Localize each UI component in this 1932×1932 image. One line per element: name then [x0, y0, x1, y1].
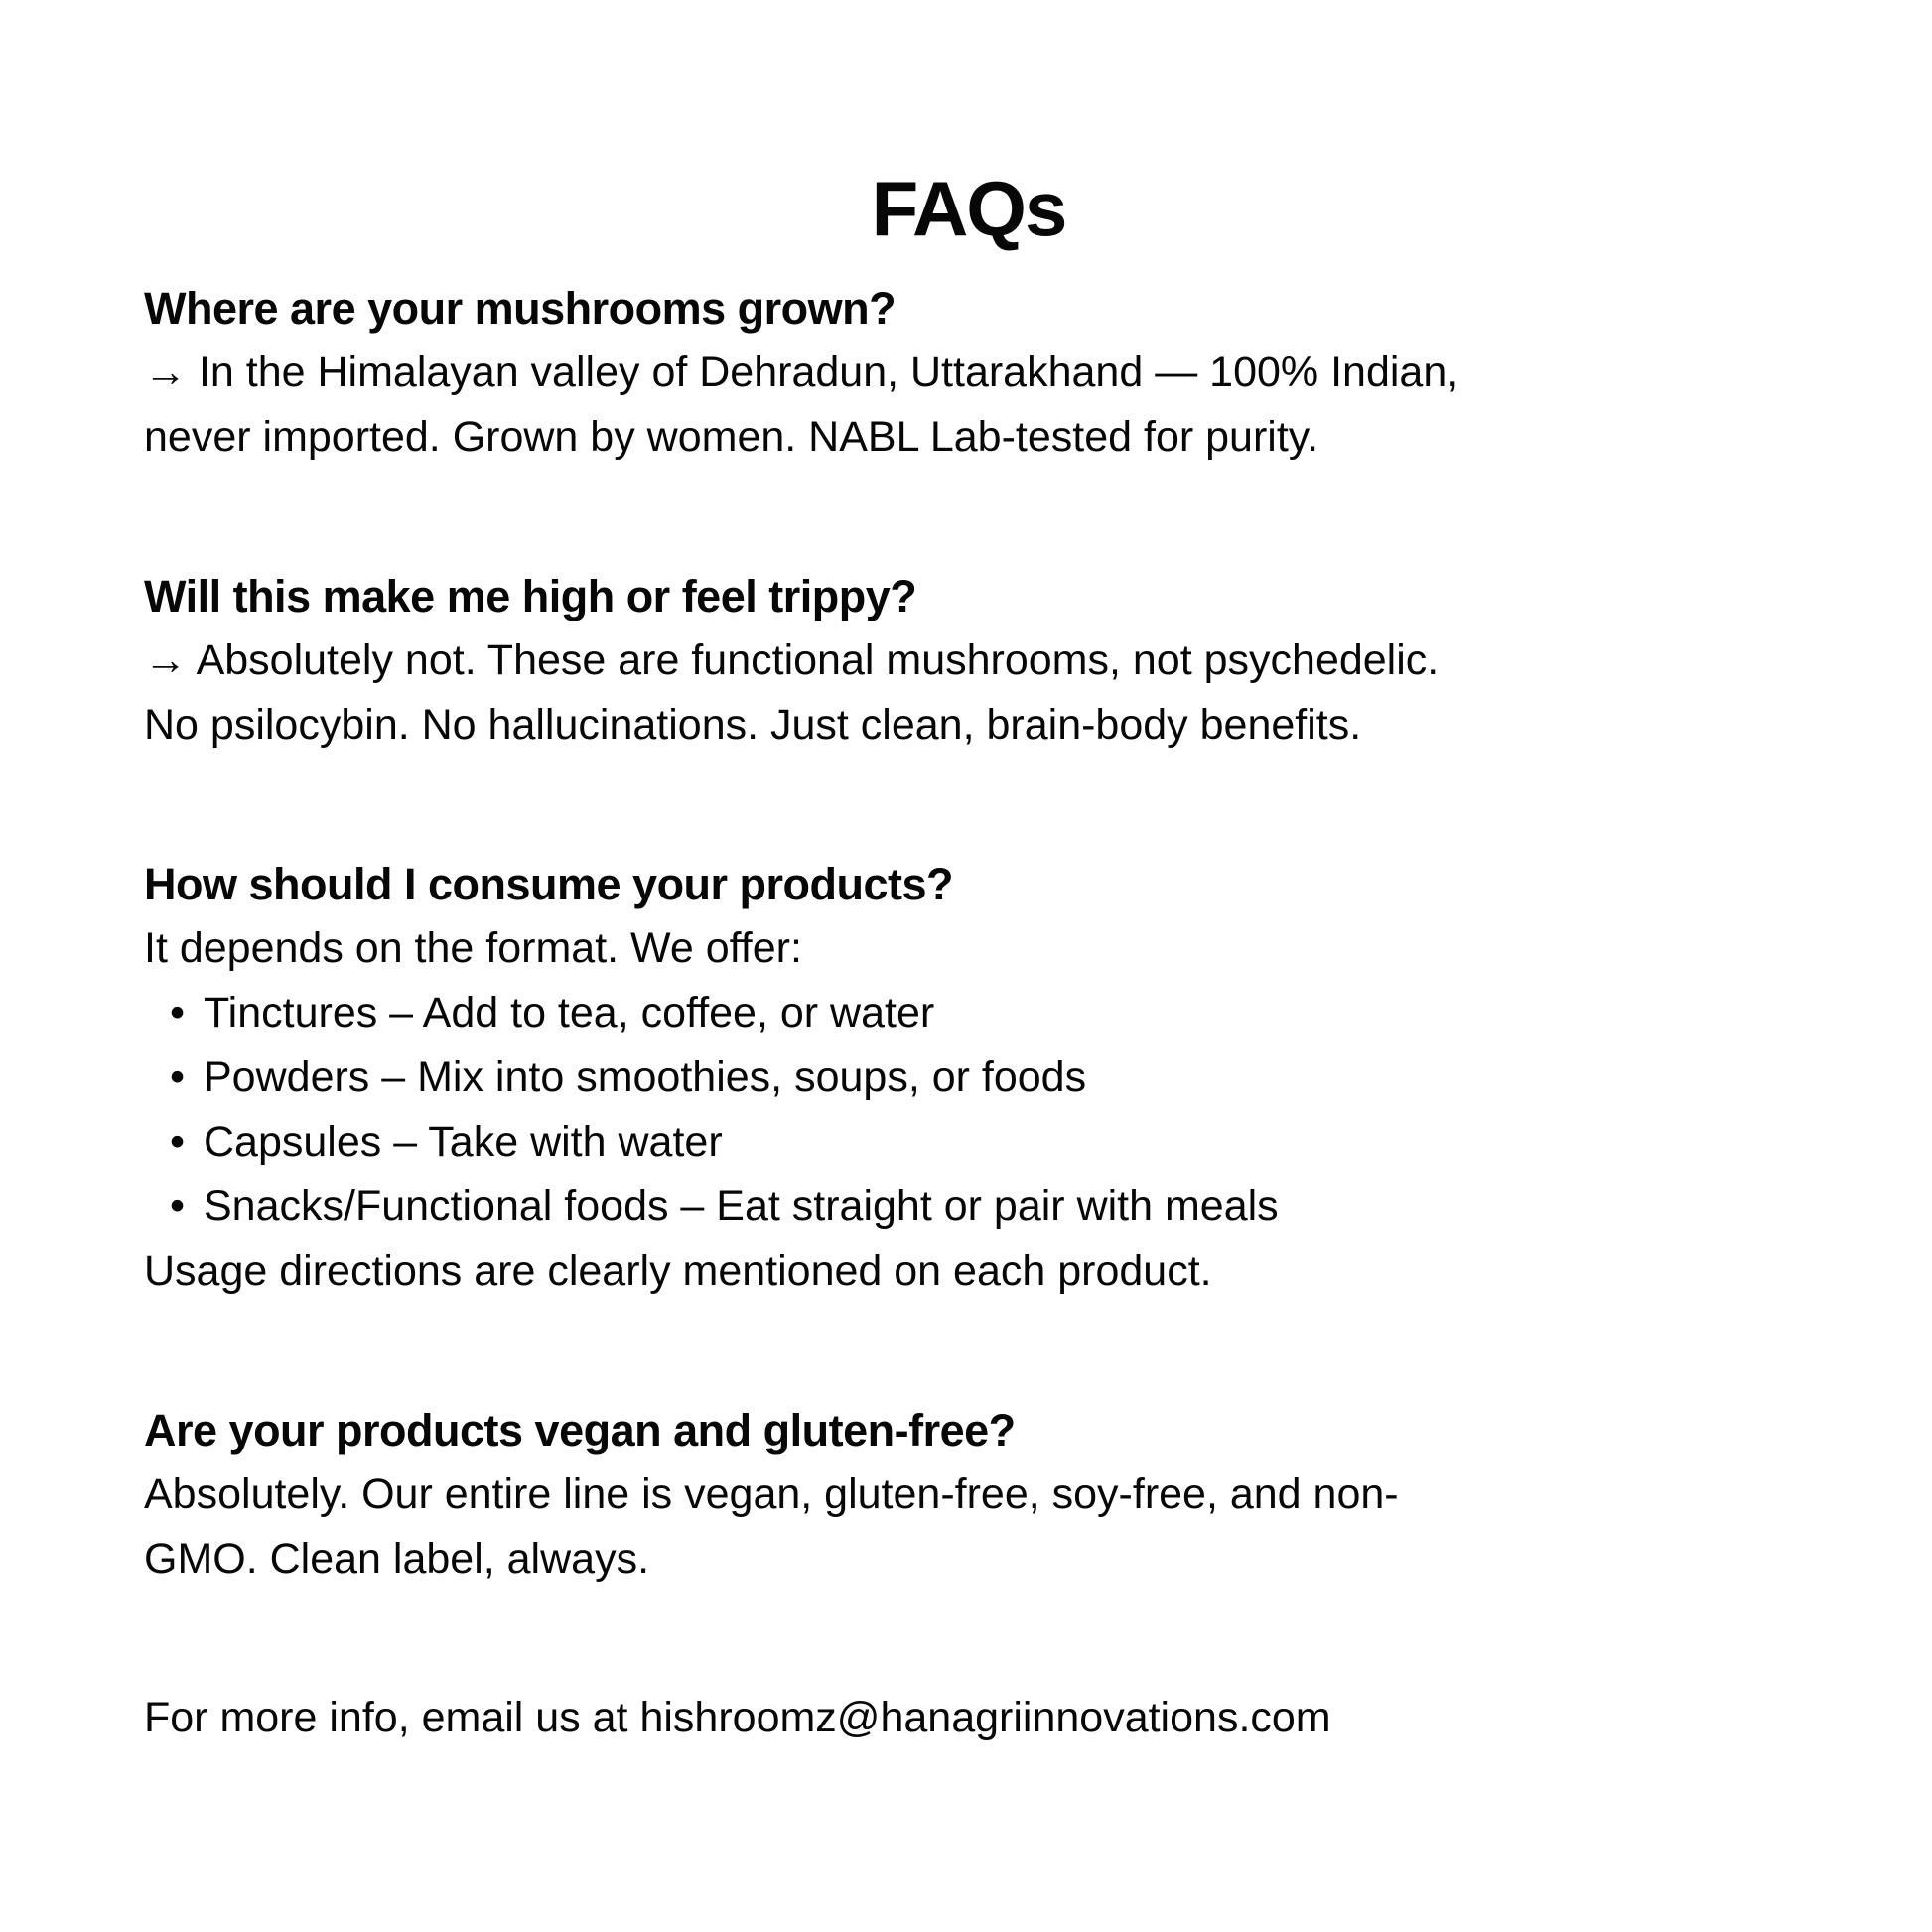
- faq-answer-line: → In the Himalayan valley of Dehradun, Uttarakhand — 100% Indian,: [144, 348, 1459, 396]
- faq-answer-intro: It depends on the format. We offer:: [144, 924, 802, 972]
- faq-question: Will this make me high or feel trippy?: [144, 571, 917, 621]
- faq-answer-line: → Absolutely not. These are functional mushrooms, not psychedelic.: [144, 636, 1440, 684]
- consumption-formats-list: [144, 981, 1793, 1239]
- list-item: • Powders – Mix into smoothies, soups, or foods: [144, 1045, 1793, 1110]
- page-title: FAQs: [871, 165, 1066, 252]
- contact-email-line: For more info, email us at hishroomz@hanagriinnovations.com: [144, 1694, 1331, 1741]
- faq-section-mushrooms-grown: [144, 276, 1793, 470]
- faq-answer-line: No psilocybin. No hallucinations. Just clean, brain-body benefits.: [144, 701, 1362, 749]
- faq-question: How should I consume your products?: [144, 859, 954, 909]
- faq-section-high-trippy: [144, 564, 1793, 758]
- faq-question: Are your products vegan and gluten-free?: [144, 1405, 1016, 1455]
- list-item: • Capsules – Take with water: [144, 1110, 1793, 1174]
- list-item: • Tinctures – Add to tea, coffee, or water: [144, 981, 1793, 1045]
- faq-answer-line: Absolutely. Our entire line is vegan, gluten-free, soy-free, and non-: [144, 1470, 1399, 1518]
- faq-answer-line: GMO. Clean label, always.: [144, 1535, 650, 1583]
- faq-section-vegan-gluten-free: [144, 1398, 1793, 1591]
- faq-question: Where are your mushrooms grown?: [144, 283, 897, 334]
- faq-answer-outro: Usage directions are clearly mentioned on each product.: [144, 1247, 1212, 1295]
- faq-section-how-to-consume: [144, 852, 1793, 1304]
- faq-answer-line: never imported. Grown by women. NABL Lab-tested for purity.: [144, 413, 1319, 461]
- list-item: • Snacks/Functional foods – Eat straight or pair with meals: [144, 1174, 1793, 1239]
